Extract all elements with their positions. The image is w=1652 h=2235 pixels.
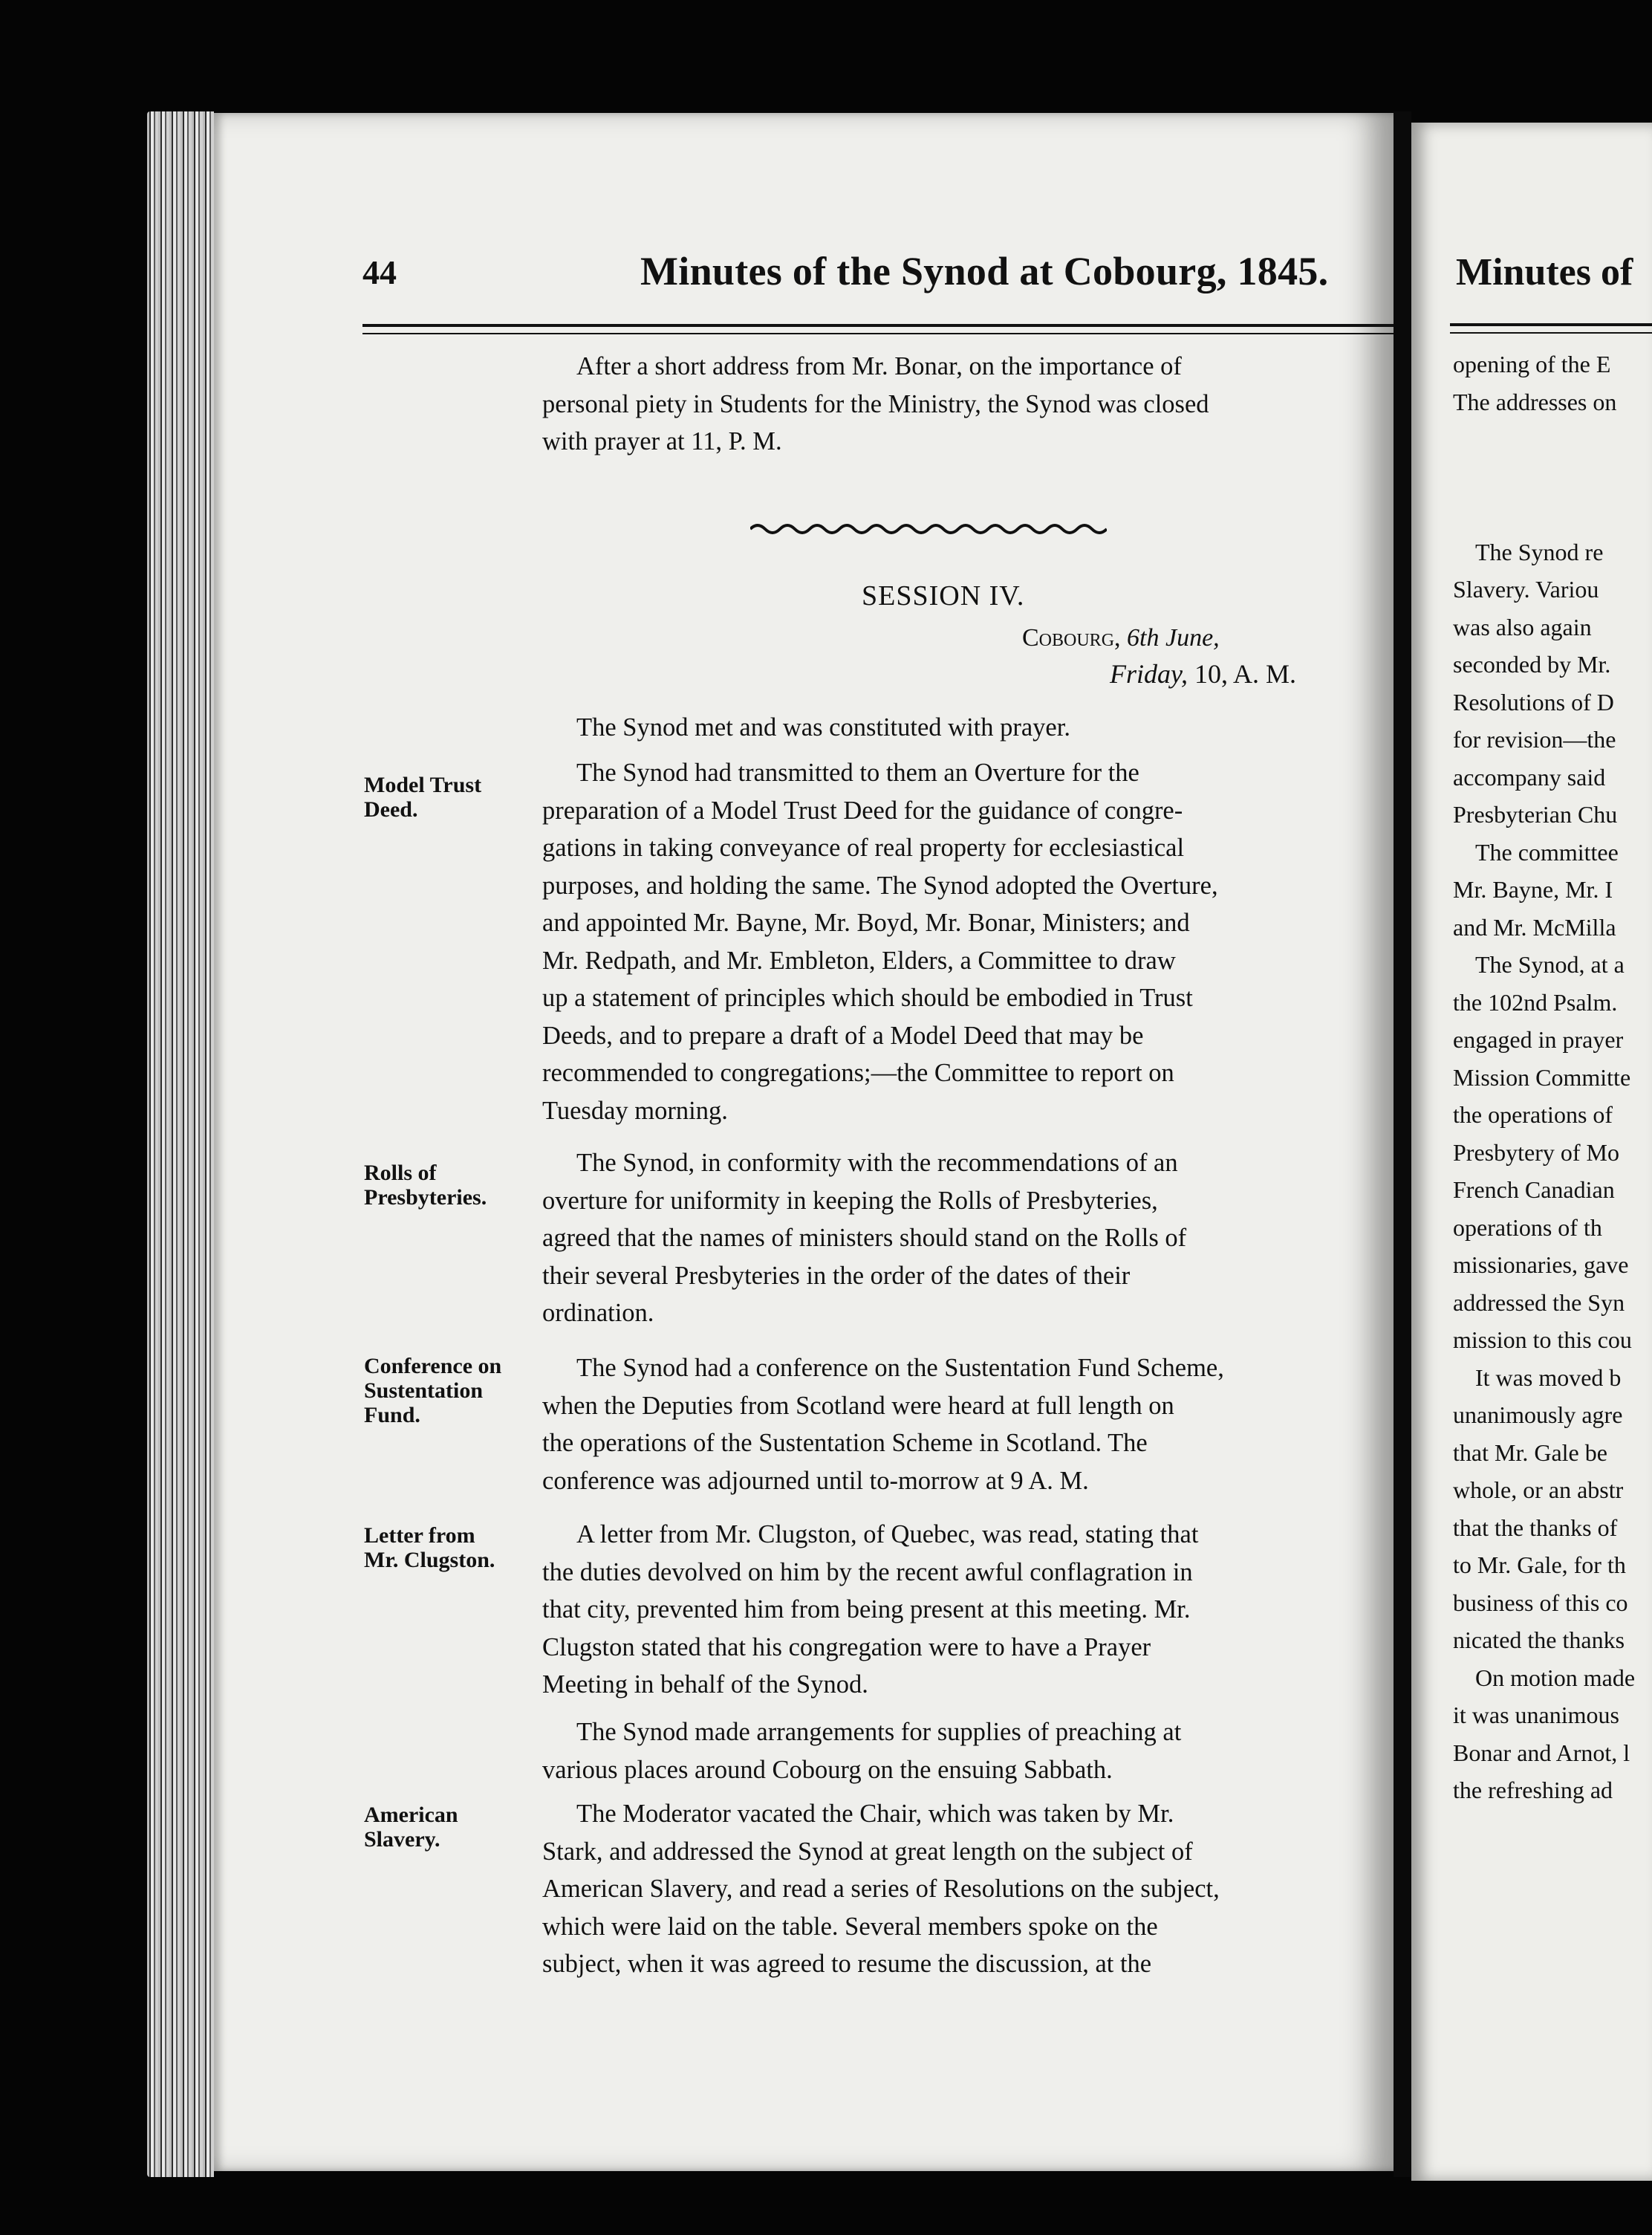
paragraph-rolls	[542, 1144, 1368, 1332]
margin-note-slavery: American Slavery.	[364, 1803, 458, 1852]
paragraph-model-trust-deed	[542, 754, 1368, 1129]
text-line	[1453, 421, 1652, 458]
paragraph-slavery	[542, 1795, 1368, 1983]
text-line: the duties devolved on him by the recent awful conflagration in	[542, 1557, 1193, 1586]
text-line: that city, prevented him from being present at this meeting. Mr.	[542, 1595, 1191, 1623]
text-line: It was moved b	[1475, 1363, 1622, 1391]
text-line: Meeting in behalf of the Synod.	[542, 1670, 868, 1699]
right-page-text	[1453, 346, 1652, 1809]
text-line: French Canadian	[1453, 1176, 1615, 1203]
text-line: it was unanimous	[1453, 1702, 1619, 1728]
session-heading: SESSION IV.	[862, 580, 1025, 612]
text-line: The committee	[1475, 838, 1619, 866]
text-line: was also again	[1453, 613, 1592, 640]
right-page	[1411, 123, 1652, 2181]
text-line: overture for uniformity in keeping the Rolls of Presbyteries,	[542, 1186, 1158, 1215]
text-line: which were laid on the table. Several members spoke on the	[542, 1912, 1158, 1941]
text-line: The Moderator vacated the Chair, which was taken by Mr.	[576, 1800, 1174, 1828]
text-line: business of this co	[1453, 1589, 1628, 1616]
session-day: Friday,	[1110, 659, 1188, 689]
text-line: purposes, and holding the same. The Synod adopted the Overture,	[542, 871, 1218, 900]
text-line: The addresses on	[1453, 388, 1617, 415]
text-line: Resolutions of D	[1453, 688, 1614, 716]
text-line: the operations of	[1453, 1101, 1613, 1128]
text-line	[1453, 496, 1652, 533]
text-line: unanimously agre	[1453, 1401, 1623, 1428]
paragraph-letter	[542, 1516, 1368, 1704]
text-line: accompany said	[1453, 763, 1606, 791]
decorative-wave-rule	[750, 520, 1107, 538]
text-line: seconded by Mr.	[1453, 651, 1611, 678]
text-line: Stark, and addressed the Synod at great length on the subject of	[542, 1837, 1193, 1866]
text-line: A letter from Mr. Clugston, of Quebec, was read, stating that	[576, 1520, 1199, 1548]
text-line: conference was adjourned until to-morrow at 9 A. M.	[542, 1466, 1089, 1495]
text-line: the 102nd Psalm.	[1453, 988, 1618, 1016]
text-line: their several Presbyteries in the order of the dates of their	[542, 1261, 1131, 1290]
text-line: and Mr. McMilla	[1453, 913, 1616, 941]
text-line: various places around Cobourg on the ensuing Sabbath.	[542, 1755, 1113, 1784]
text-line: and appointed Mr. Bayne, Mr. Boyd, Mr. Bonar, Ministers; and	[542, 909, 1190, 937]
text-line: to Mr. Gale, for th	[1453, 1551, 1626, 1578]
header-rule-bottom	[362, 333, 1396, 334]
text-line: American Slavery, and read a series of Resolutions on the subject,	[542, 1875, 1220, 1903]
text-line: up a statement of principles which should be embodied in Trust	[542, 984, 1193, 1012]
right-header-rule	[1450, 323, 1652, 326]
text-line: After a short address from Mr. Bonar, on the importance of	[576, 352, 1182, 380]
text-line: Deeds, and to prepare a draft of a Model Deed that may be	[542, 1021, 1144, 1050]
text-line: that Mr. Gale be	[1453, 1438, 1607, 1466]
text-line: Clugston stated that his congregation were to have a Prayer	[542, 1632, 1151, 1661]
text-line: The Synod made arrangements for supplies of preaching at	[576, 1718, 1182, 1746]
text-line: preparation of a Model Trust Deed for the guidance of congre-	[542, 796, 1183, 825]
text-line: with prayer at 11, P. M.	[542, 427, 782, 455]
text-line: addressed the Syn	[1453, 1288, 1625, 1316]
text-line: engaged in prayer	[1453, 1026, 1624, 1053]
margin-note-letter: Letter from Mr. Clugston.	[364, 1523, 495, 1572]
text-line: personal piety in Students for the Ministry, the Synod was closed	[542, 389, 1209, 418]
text-line: The Synod, at a	[1475, 951, 1625, 978]
header-rule-top	[362, 324, 1396, 327]
text-line: agreed that the names of ministers should stand on the Rolls of	[542, 1224, 1187, 1252]
text-line: Tuesday morning.	[542, 1096, 728, 1125]
session-opening	[542, 709, 1368, 747]
text-line: Slavery. Variou	[1453, 576, 1599, 603]
paragraph-conference	[542, 1349, 1368, 1499]
session-hour: 10, A. M.	[1194, 659, 1297, 689]
text-line: the operations of the Sustentation Scheme in Scotland. The	[542, 1429, 1148, 1457]
book-gutter	[1394, 111, 1411, 2177]
text-line: The Synod re	[1475, 538, 1604, 565]
text-line: ordination.	[542, 1299, 654, 1327]
text-line: missionaries, gave	[1453, 1251, 1629, 1278]
paragraph-supplies	[542, 1713, 1368, 1788]
margin-note-model-trust-deed: Model Trust Deed.	[364, 773, 482, 822]
text-line: opening of the E	[1453, 351, 1611, 377]
text-line: Mr. Redpath, and Mr. Embleton, Elders, a Committee to draw	[542, 946, 1176, 975]
session-place: Cobourg,	[1022, 624, 1121, 652]
text-line: subject, when it was agreed to resume the discussion, at the	[542, 1950, 1152, 1978]
running-head: Minutes of the Synod at Cobourg, 1845.	[640, 249, 1329, 293]
text-line: when the Deputies from Scotland were heard at full length on	[542, 1391, 1174, 1420]
session-date: 6th June,	[1127, 624, 1220, 652]
page-edges	[147, 111, 214, 2177]
text-line: The Synod, in conformity with the recommendations of an	[576, 1149, 1178, 1177]
text-line: whole, or an abstr	[1453, 1476, 1624, 1503]
text-line: gations in taking conveyance of real property for ecclesiastical	[542, 834, 1185, 862]
right-running-head: Minutes of	[1456, 251, 1633, 293]
text-line: The Synod had transmitted to them an Overture for the	[576, 759, 1139, 787]
text-line: The Synod had a conference on the Sustentation Fund Scheme,	[576, 1354, 1224, 1382]
text-line: nicated the thanks	[1453, 1626, 1625, 1653]
text-line: Bonar and Arnot, l	[1453, 1739, 1630, 1766]
margin-note-conference: Conference on Sustentation Fund.	[364, 1354, 502, 1427]
text-line: the refreshing ad	[1453, 1777, 1613, 1803]
session-place-date	[1022, 624, 1220, 652]
text-line: mission to this cou	[1453, 1326, 1632, 1353]
session-time	[1110, 658, 1296, 690]
page-number: 44	[362, 253, 397, 291]
text-line: On motion made	[1475, 1664, 1636, 1691]
text-line	[1453, 458, 1652, 496]
text-line: Mr. Bayne, Mr. I	[1453, 876, 1613, 903]
text-line: Mission Committe	[1453, 1063, 1631, 1091]
right-header-rule-thin	[1450, 332, 1652, 334]
text-line: The Synod met and was constituted with prayer.	[576, 713, 1070, 742]
text-line: operations of th	[1453, 1213, 1602, 1241]
text-line: recommended to congregations;—the Committee to report on	[542, 1059, 1174, 1087]
text-line: Presbyterian Chu	[1453, 801, 1618, 828]
margin-note-rolls-of-presbyteries: Rolls of Presbyteries.	[364, 1161, 487, 1210]
intro-paragraph	[542, 348, 1368, 461]
text-line: Presbytery of Mo	[1453, 1138, 1619, 1166]
text-line: that the thanks of	[1453, 1514, 1618, 1541]
text-line: for revision—the	[1453, 726, 1616, 753]
